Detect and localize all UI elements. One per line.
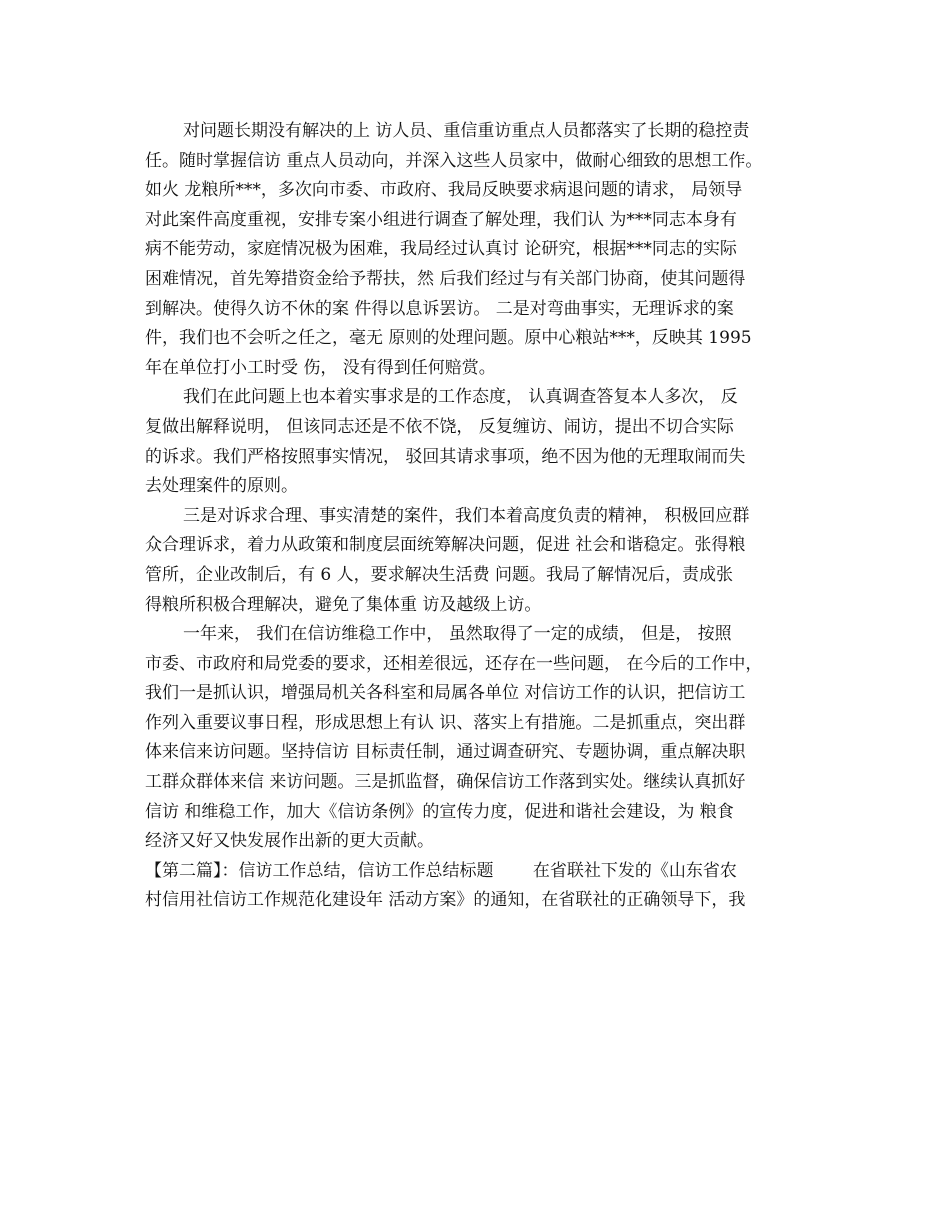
text-line: 村信用社信访工作规范化建设年 活动方案》的通知，在省联社的正确领导下，我 [145, 890, 746, 911]
text-line: 年在单位打小工时受 伤， 没有得到任何赔赏。 [145, 357, 496, 378]
text-line: 得粮所积极合理解决，避免了集体重 访及越级上访。 [145, 594, 542, 615]
text-line: 对问题长期没有解决的上 访人员、重信重访重点人员都落实了长期的稳控责 [183, 121, 750, 141]
text-line: 体来信来访问题。坚持信访 目标责任制，通过调查研究、专题协调，重点解决职 [145, 742, 746, 763]
text-line: 我们在此问题上也本着实事求是的工作态度， 认真调查答复本人多次， 反 [183, 387, 738, 408]
text-line: 件，我们也不会听之任之，毫无 原则的处理问题。原中心粮站***，反映其 1995 [145, 328, 752, 349]
text-line: 的诉求。我们严格按照事实情况， 驳回其请求事项，绝不因为他的无理取闹而失 [145, 446, 746, 467]
text-line: 众合理诉求，着力从政策和制度层面统筹解决问题，促进 社会和谐稳定。张得粮 [145, 535, 746, 556]
text-line: 复做出解释说明， 但该同志还是不依不饶， 反复缠访、闹访，提出不切合实际 [145, 416, 734, 437]
document-body [145, 117, 817, 916]
text-line: 三是对诉求合理、事实清楚的案件，我们本着高度负责的精神， 积极回应群 [183, 505, 750, 526]
text-line: 到解决。使得久访不休的案 件得以息诉罢访。 二是对弯曲事实，无理诉求的案 [145, 298, 734, 319]
text-line: 工群众群体来信 来访问题。三是抓监督，确保信访工作落到实处。继续认真抓好 [145, 772, 746, 793]
text-line: 市委、市政府和局党委的要求，还相差很远，还存在一些问题， 在今后的工作中， [145, 653, 763, 674]
text-line: 困难情况，首先筹措资金给予帮扶，然 后我们经过与有关部门协商，使其问题得 [145, 268, 746, 289]
text-line: 病不能劳动，家庭情况极为困难，我局经过认真讨 论研究，根据***同志的实际 [145, 239, 737, 260]
text-line: 对此案件高度重视，安排专案小组进行调查了解处理，我们认 为***同志本身有 [145, 209, 737, 230]
text-line: 如火 龙粮所***，多次向市委、市政府、我局反映要求病退问题的请求， 局领导 [145, 180, 743, 201]
text-line: 经济又好又快发展作出新的更大贡献。 [145, 831, 434, 852]
text-line: 【第二篇】：信访工作总结，信访工作总结标题 在省联社下发的《山东省农 [145, 860, 737, 881]
text-line: 任。随时掌握信访 重点人员动向，并深入这些人员家中，做耐心细致的思想工作。 [145, 150, 763, 171]
text-line: 管所，企业改制后，有 6 人，要求解决生活费 问题。我局了解情况后，责成张 [145, 564, 734, 585]
text-line: 一年来， 我们在信访维稳工作中， 虽然取得了一定的成绩， 但是， 按照 [183, 624, 732, 645]
text-line: 信访 和维稳工作，加大《信访条例》的宣传力度，促进和谐社会建设，为 粮食 [145, 801, 734, 822]
text-line: 作列入重要议事日程，形成思想上有认 识、落实上有措施。二是抓重点，突出群 [145, 712, 746, 733]
text-line: 我们一是抓认识，增强局机关各科室和局属各单位 对信访工作的认识，把信访工 [145, 683, 746, 704]
text-line: 去处理案件的原则。 [145, 476, 298, 497]
